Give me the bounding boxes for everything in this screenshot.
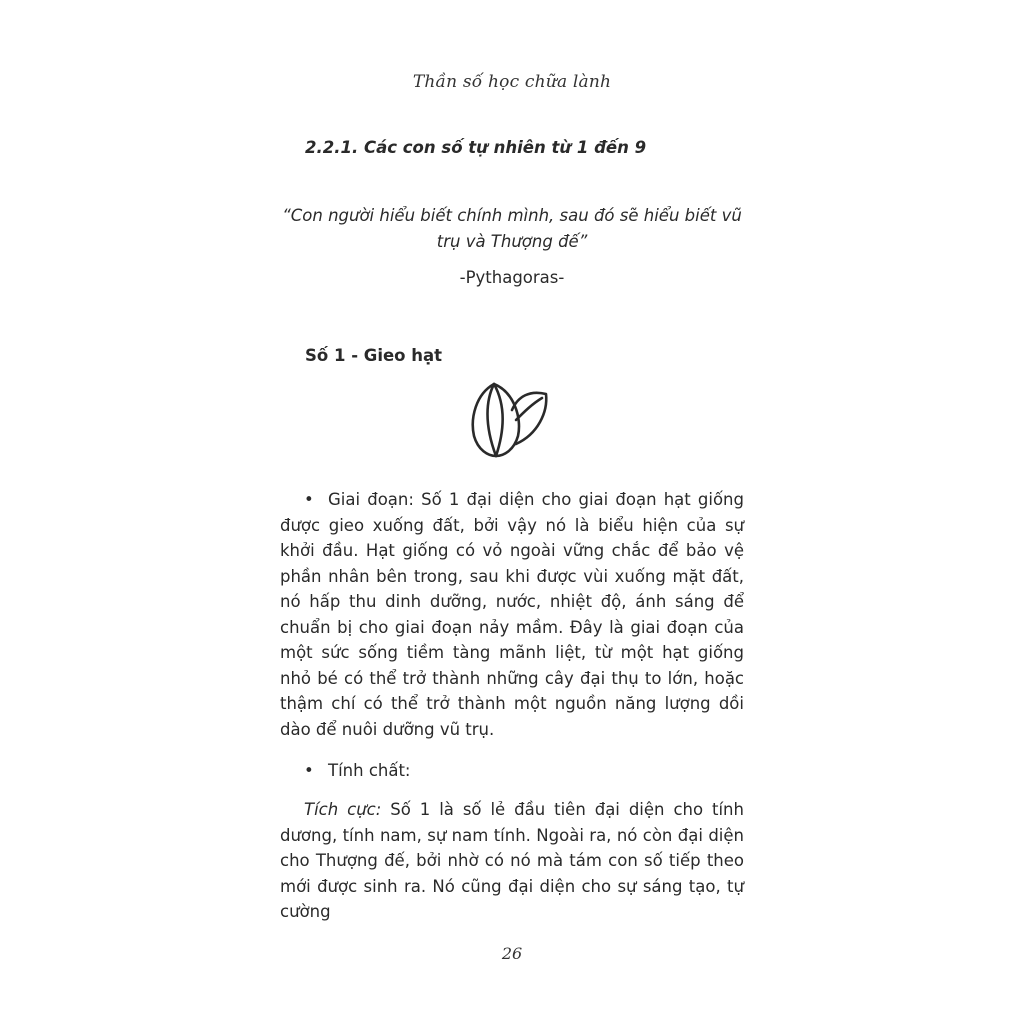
epigraph-author: -Pythagoras- — [459, 268, 565, 287]
bullet-dot — [280, 758, 328, 784]
page-number: 26 — [501, 944, 523, 963]
bullet-dot — [280, 487, 328, 513]
bullet-stage — [280, 487, 744, 742]
seed-icon — [468, 380, 552, 460]
paragraph-positive — [280, 797, 744, 925]
bullet-term: Giai đoạn: — [328, 490, 414, 509]
bullet-term: Tính chất: — [328, 761, 411, 780]
subsection-title: Số 1 - Gieo hạt — [305, 346, 443, 365]
bullet-properties — [280, 758, 744, 784]
bullet-text: Số 1 đại diện cho giai đoạn hạt giống được gieo xuống đất, bởi vậy nó là biểu hiện của sự khởi đầu. Hạt giống có vỏ ngoài vững chắc để bảo vệ phần nhân bên trong, sau khi được vùi xuống mặt đất, nó hấp thu dinh dưỡng, nước, nhiệt độ, ánh sáng để chuẩn bị cho giai đoạn nảy mầm. Đây là giai đoạn của một sức sống tiềm tàng mãnh liệt, từ một hạt giống nhỏ bé có thể trở thành những cây đại thụ to lớn, hoặc thậm chí có thể trở thành một nguồn năng lượng dồi dào để nuôi dưỡng vũ trụ. — [280, 490, 744, 739]
positive-lead: Tích cực: — [304, 800, 382, 819]
positive-text: Số 1 là số lẻ đầu tiên đại diện cho tính dương, tính nam, sự nam tính. Ngoài ra, nó còn đại diện cho Thượng đế, bởi nhờ có nó mà tám con số tiếp theo mới được sinh ra. Nó cũng đại diện cho sự sáng tạo, tự cường — [280, 800, 744, 921]
epigraph-quote: “Con người hiểu biết chính mình, sau đó sẽ hiểu biết vũ trụ và Thượng đế” — [282, 206, 742, 251]
section-title: 2.2.1. Các con số tự nhiên từ 1 đến 9 — [305, 138, 647, 157]
running-header: Thần số học chữa lành — [412, 72, 612, 92]
